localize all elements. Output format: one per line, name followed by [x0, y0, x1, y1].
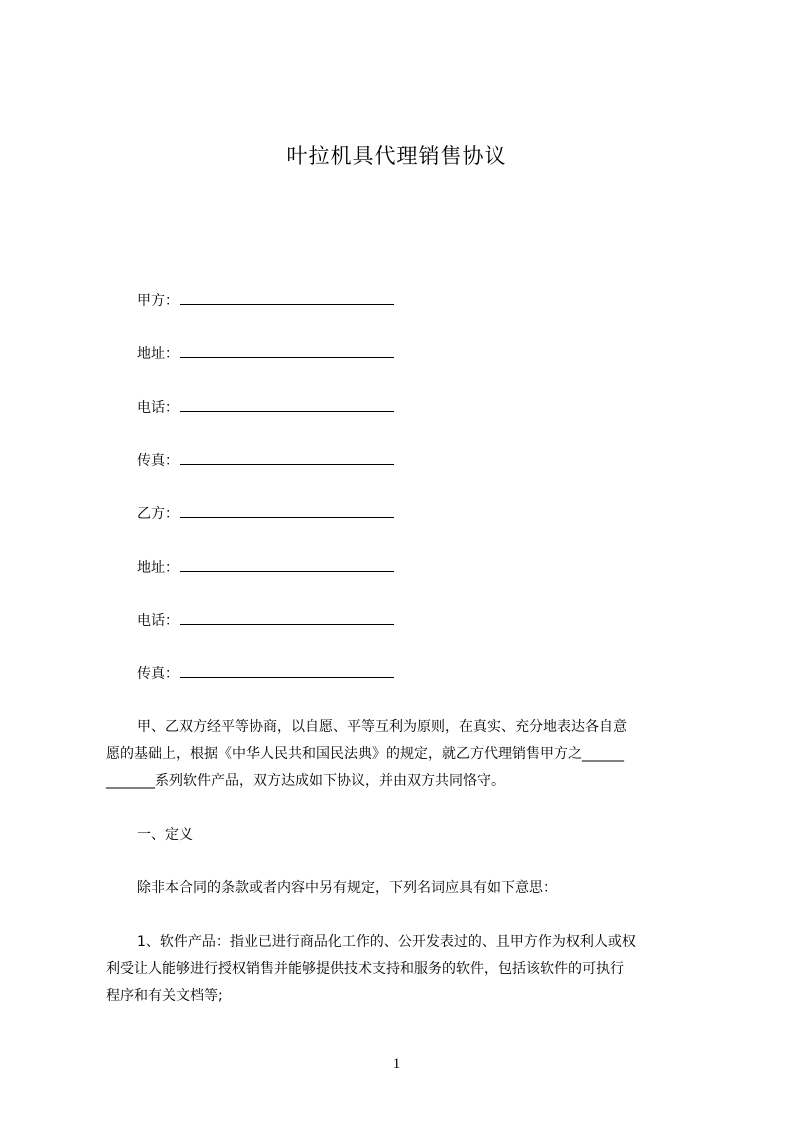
party-a-field: [137, 290, 394, 312]
party-b-phone-label: 电话：: [137, 613, 179, 629]
party-b-phone-blank-line: [180, 610, 394, 625]
party-b-fax-label: 传真：: [137, 666, 179, 682]
definition-intro: 除非本合同的条款或者内容中另有规定，下列名词应具有如下意思：: [137, 880, 557, 896]
party-a-fax-blank-line: [180, 450, 394, 465]
party-a-phone-field: [137, 397, 394, 419]
page-number: 1: [392, 1056, 401, 1072]
party-b-address-field: [137, 557, 394, 579]
party-a-fax-label: 传真：: [137, 453, 179, 469]
party-a-address-label: 地址：: [137, 346, 179, 362]
party-a-address-blank-line: [180, 343, 394, 358]
intro-line-3: _______系列软件产品，双方达成如下协议，并由双方共同恪守。: [106, 773, 505, 789]
party-b-fax-field: [137, 663, 394, 685]
item1-line-2: 利受让人能够进行授权销售并能够提供技术支持和服务的软件，包括该软件的可执行: [106, 961, 624, 977]
party-a-phone-blank-line: [180, 397, 394, 412]
party-b-address-label: 地址：: [137, 560, 179, 576]
party-a-blank-line: [180, 290, 394, 305]
party-a-label: 甲方：: [137, 293, 179, 309]
section-heading-definitions: 一、定义: [137, 827, 193, 843]
party-a-address-field: [137, 343, 394, 365]
party-b-field: [137, 503, 394, 525]
party-b-address-blank-line: [180, 557, 394, 572]
party-b-blank-line: [180, 503, 394, 518]
document-title: 叶拉机具代理销售协议: [286, 144, 507, 168]
intro-line-2: 愿的基础上，根据《中华人民共和国民法典》的规定，就乙方代理销售甲方之______: [106, 746, 624, 762]
item1-line-1: 1、软件产品：指业已进行商品化工作的、公开发表过的、且甲方作为权利人或权: [137, 934, 636, 950]
party-a-fax-field: [137, 450, 394, 472]
party-b-label: 乙方：: [137, 506, 179, 522]
intro-line-1: 甲、乙双方经平等协商，以自愿、平等互利为原则，在真实、充分地表达各自意: [137, 719, 627, 735]
party-a-phone-label: 电话：: [137, 400, 179, 416]
party-b-fax-blank-line: [180, 663, 394, 678]
item1-line-3: 程序和有关文档等;: [106, 988, 223, 1004]
party-b-phone-field: [137, 610, 394, 632]
